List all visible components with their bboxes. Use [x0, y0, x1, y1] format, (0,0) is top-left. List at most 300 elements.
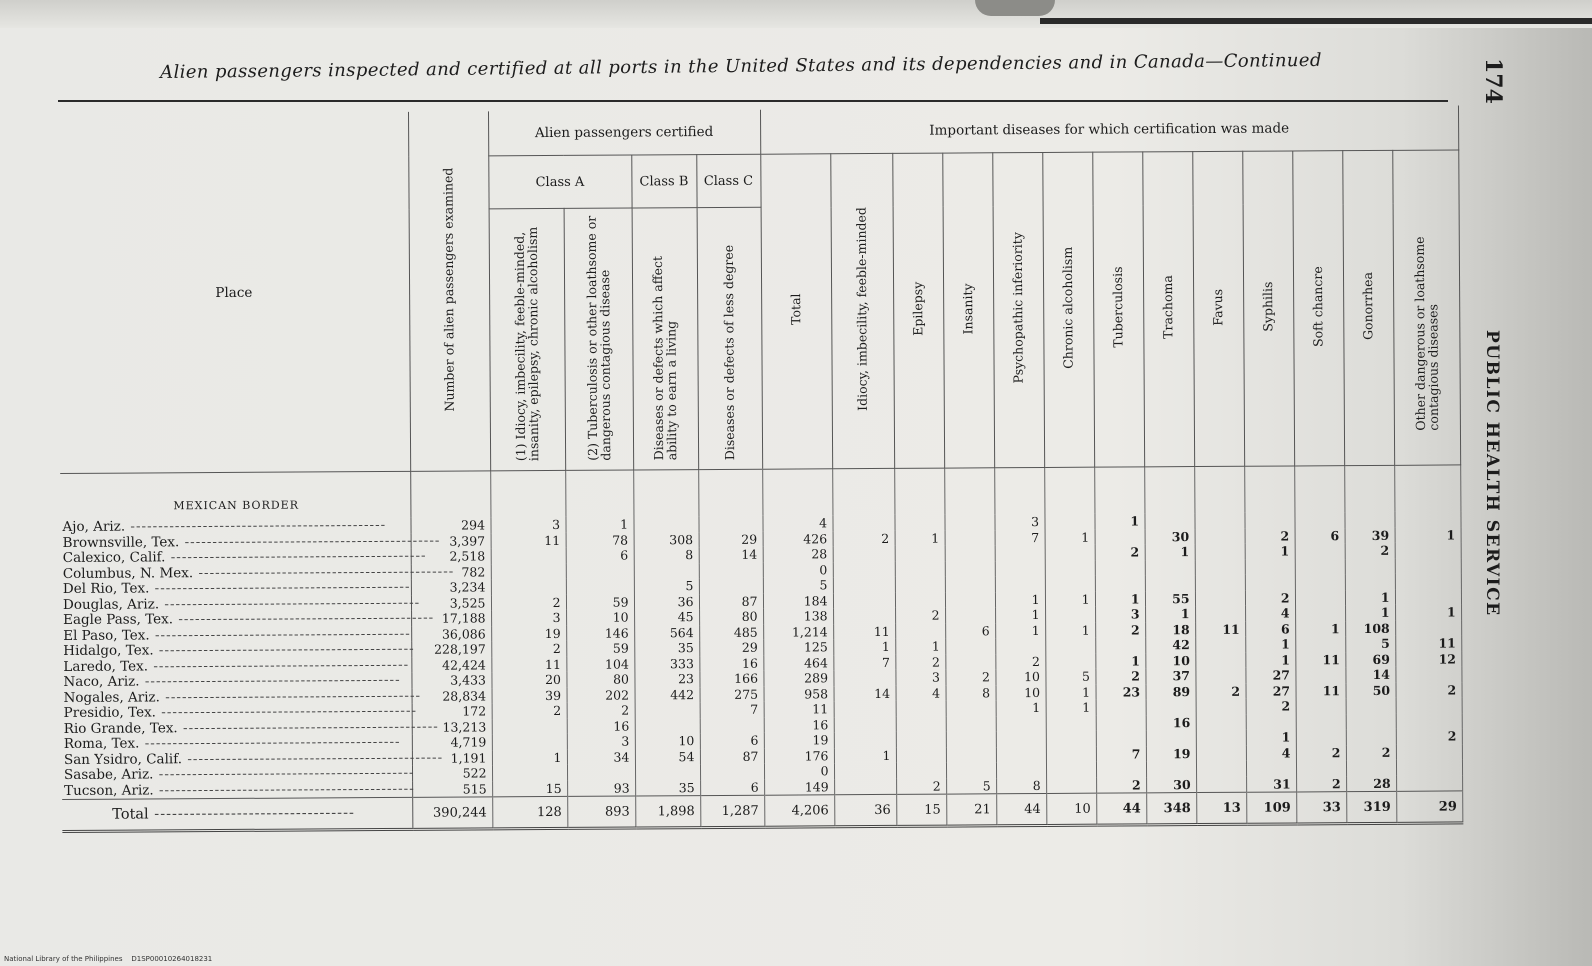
value-cell	[833, 608, 895, 624]
value-cell: 80	[699, 609, 763, 625]
value-cell	[1195, 590, 1245, 606]
value-cell: 464	[763, 655, 833, 671]
header-syphilis: Syphilis	[1242, 151, 1294, 466]
value-cell: 2	[895, 654, 945, 670]
value-cell	[895, 623, 945, 639]
value-cell: 1	[1045, 622, 1095, 638]
value-cell	[1044, 514, 1094, 530]
value-cell: 3,525	[411, 595, 491, 611]
value-cell	[699, 562, 763, 578]
value-cell: 15	[492, 780, 567, 796]
value-cell: 1	[1094, 513, 1144, 529]
value-cell: 16	[699, 655, 763, 671]
value-cell	[895, 577, 945, 593]
value-cell: 36	[834, 794, 896, 826]
place-cell	[62, 780, 415, 799]
value-cell: 4	[762, 515, 832, 531]
value-cell: 35	[635, 780, 700, 796]
value-cell	[1195, 544, 1245, 560]
page-number: 174	[1480, 58, 1506, 104]
value-cell: 6	[566, 547, 634, 563]
value-cell: 10	[995, 669, 1045, 685]
leader-dots: ----------------------------------------------	[159, 594, 421, 613]
value-cell: 3	[490, 517, 565, 533]
value-cell	[832, 515, 894, 531]
value-cell: 1	[996, 700, 1046, 716]
header-alcoholism: Chronic alcoholism	[1042, 152, 1094, 467]
value-cell: 78	[566, 532, 634, 548]
header-psychopathic: Psychopathic inferiority	[992, 152, 1044, 467]
value-cell: 28,834	[412, 688, 492, 704]
value-cell: 10	[996, 684, 1046, 700]
value-cell	[834, 716, 896, 732]
footer-credit: National Library of the Philippines D1SP00010264018231	[4, 955, 213, 963]
value-cell: 80	[566, 671, 634, 687]
value-cell: 2	[492, 703, 567, 719]
value-cell: 176	[764, 748, 834, 764]
value-cell: 42,424	[411, 657, 491, 673]
value-cell	[833, 561, 895, 577]
value-cell	[1295, 559, 1345, 575]
value-cell	[1295, 667, 1345, 683]
value-cell: 44	[996, 793, 1046, 825]
value-cell	[1146, 699, 1196, 715]
value-cell: 2	[945, 669, 995, 685]
value-cell: 5	[946, 778, 996, 794]
value-cell: 35	[634, 640, 699, 656]
value-cell	[635, 718, 700, 734]
place-name: Brownsville, Tex.	[62, 534, 180, 551]
value-cell: 1	[995, 591, 1045, 607]
value-cell: 1	[895, 639, 945, 655]
value-cell: 29	[1396, 791, 1462, 823]
value-cell: 1,287	[700, 795, 764, 827]
value-cell: 104	[566, 656, 634, 672]
value-cell	[1046, 777, 1096, 793]
value-cell	[1096, 730, 1146, 746]
value-cell	[635, 702, 700, 718]
value-cell	[1046, 731, 1096, 747]
value-cell	[1294, 512, 1344, 528]
value-cell: 2	[1095, 668, 1145, 684]
value-cell: 1	[1245, 636, 1295, 652]
leader-dots: ----------------------------------------------	[139, 672, 401, 690]
value-cell: 30	[1146, 777, 1196, 793]
place-name: Nogales, Ariz.	[63, 689, 160, 706]
value-cell: 6	[1245, 621, 1295, 637]
value-cell: 2	[1396, 728, 1462, 744]
value-cell: 485	[699, 624, 763, 640]
value-cell	[1195, 575, 1245, 591]
value-cell: 37	[1145, 668, 1195, 684]
place-name: Calexico, Calif.	[62, 549, 166, 567]
place-name: Total	[112, 805, 149, 823]
place-name: San Ysidro, Calif.	[63, 751, 183, 768]
header-class-c-col: Diseases or defects of less degree	[697, 207, 763, 469]
header-class-b: Class B	[631, 155, 696, 208]
value-cell: 1	[895, 530, 945, 546]
value-cell: 19	[764, 732, 834, 748]
value-cell: 8	[634, 547, 699, 563]
value-cell	[1144, 513, 1194, 529]
value-cell: 3,234	[411, 579, 491, 595]
value-cell: 1	[995, 607, 1045, 623]
value-cell: 5	[634, 578, 699, 594]
value-cell	[633, 516, 698, 532]
value-cell: 5	[763, 577, 833, 593]
value-cell: 34	[567, 749, 635, 765]
place-name: Roma, Tex.	[63, 735, 140, 753]
value-cell	[1396, 759, 1462, 775]
value-cell: 1,191	[412, 750, 492, 766]
value-cell: 2	[1296, 745, 1346, 761]
value-cell: 2	[1296, 776, 1346, 792]
value-cell	[1396, 775, 1462, 791]
value-cell	[566, 578, 634, 594]
value-cell: 202	[567, 687, 635, 703]
value-cell: 2	[1345, 543, 1395, 559]
place-name: Ajo, Ariz.	[62, 518, 126, 536]
value-cell: 2	[567, 702, 635, 718]
value-cell: 18	[1145, 622, 1195, 638]
value-cell: 93	[567, 780, 635, 796]
value-cell	[1095, 637, 1145, 653]
value-cell	[1196, 745, 1246, 761]
value-cell: 0	[764, 763, 834, 779]
value-cell: 7	[1096, 746, 1146, 762]
value-cell	[634, 563, 699, 579]
value-cell: 13	[1196, 792, 1246, 824]
value-cell	[945, 654, 995, 670]
value-cell	[1246, 760, 1296, 776]
value-cell: 1	[995, 622, 1045, 638]
value-cell: 2	[1096, 777, 1146, 793]
value-cell: 28	[1346, 775, 1396, 791]
value-cell: 55	[1145, 591, 1195, 607]
value-cell: 6	[945, 623, 995, 639]
title-rule	[58, 100, 1448, 102]
value-cell: 12	[1395, 651, 1461, 667]
header-soft-chancre: Soft chancre	[1292, 151, 1344, 466]
value-cell: 125	[763, 639, 833, 655]
value-cell: 14	[1345, 667, 1395, 683]
value-cell	[945, 607, 995, 623]
value-cell: 36	[634, 594, 699, 610]
value-cell	[834, 701, 896, 717]
value-cell	[1346, 698, 1396, 714]
leader-dots: ----------------------------------------------	[153, 780, 415, 799]
value-cell: 89	[1146, 684, 1196, 700]
leader-dots: ----------------------------------------------	[149, 625, 411, 644]
value-cell	[1245, 574, 1295, 590]
value-cell	[996, 715, 1046, 731]
value-cell	[1195, 668, 1245, 684]
value-cell: 522	[412, 765, 492, 781]
value-cell: 1	[1345, 605, 1395, 621]
value-cell: 1	[1245, 652, 1295, 668]
header-class-a-1: (1) Idiocy, imbecility, feeble-minded, insanity, epilepsy, chronic alcoholism	[489, 208, 566, 470]
value-cell: 11	[1195, 621, 1245, 637]
value-cell	[1346, 760, 1396, 776]
value-cell: 59	[566, 640, 634, 656]
value-cell: 10	[1145, 653, 1195, 669]
value-cell	[567, 764, 635, 780]
value-cell: 23	[1096, 684, 1146, 700]
value-cell	[1146, 761, 1196, 777]
value-cell: 893	[567, 796, 635, 828]
place-name: Del Rio, Tex.	[62, 580, 150, 598]
value-cell	[896, 732, 946, 748]
value-cell	[700, 717, 764, 733]
value-cell	[1396, 744, 1462, 760]
leader-dots: ----------------------------------------------	[139, 734, 401, 752]
place-name: Tucson, Ariz.	[64, 782, 154, 799]
place-name: Sasabe, Ariz.	[63, 766, 154, 784]
value-cell	[896, 701, 946, 717]
value-cell	[895, 546, 945, 562]
value-cell: 30	[1145, 529, 1195, 545]
value-cell: 1,898	[635, 796, 700, 828]
value-cell	[1045, 576, 1095, 592]
value-cell	[1296, 698, 1346, 714]
value-cell	[1245, 559, 1295, 575]
value-cell: 14	[699, 547, 763, 563]
value-cell: 3	[994, 514, 1044, 530]
value-cell	[1195, 606, 1245, 622]
value-cell: 8	[996, 777, 1046, 793]
value-cell	[833, 546, 895, 562]
value-cell	[995, 560, 1045, 576]
value-cell: 17,188	[411, 610, 491, 626]
value-cell: 33	[1296, 792, 1346, 824]
value-cell	[1045, 560, 1095, 576]
value-cell	[1045, 545, 1095, 561]
value-cell	[1095, 529, 1145, 545]
value-cell	[895, 592, 945, 608]
value-cell: 289	[763, 670, 833, 686]
value-cell: 31	[1246, 776, 1296, 792]
value-cell	[492, 765, 567, 781]
value-cell: 2	[896, 778, 946, 794]
value-cell	[995, 576, 1045, 592]
value-cell: 1	[492, 749, 567, 765]
value-cell: 1	[1045, 591, 1095, 607]
leader-dots: ----------------------------------------------	[153, 765, 415, 783]
value-cell	[1045, 607, 1095, 623]
value-cell	[1395, 620, 1461, 636]
place-name: Hidalgo, Tex.	[63, 642, 154, 660]
value-cell: 2	[1196, 683, 1246, 699]
value-cell	[833, 592, 895, 608]
header-gonorrhea: Gonorrhea	[1342, 150, 1394, 465]
value-cell	[945, 638, 995, 654]
value-cell	[1194, 513, 1244, 529]
value-cell: 1	[1095, 591, 1145, 607]
value-cell: 319	[1346, 791, 1396, 823]
value-cell: 1	[1046, 684, 1096, 700]
value-cell	[1295, 543, 1345, 559]
value-cell	[1394, 511, 1460, 527]
value-cell: 2	[1396, 682, 1462, 698]
place-name: Naco, Ariz.	[63, 673, 140, 691]
table-title: Alien passengers inspected and certified at all ports in the United States and its dependencies and in Canada—Continued	[160, 49, 1322, 83]
value-cell	[1196, 776, 1246, 792]
value-cell	[1195, 559, 1245, 575]
value-cell: 11	[764, 701, 834, 717]
value-cell	[1196, 761, 1246, 777]
value-cell: 11	[491, 656, 566, 672]
value-cell: 2,518	[411, 548, 491, 564]
value-cell: 8	[946, 685, 996, 701]
value-cell	[1046, 715, 1096, 731]
value-cell: 87	[699, 593, 763, 609]
value-cell: 50	[1346, 682, 1396, 698]
value-cell: 3	[895, 670, 945, 686]
header-epilepsy: Epilepsy	[892, 153, 944, 468]
value-cell: 16	[1146, 715, 1196, 731]
value-cell: 958	[764, 686, 834, 702]
header-class-b-col: Diseases or defects which affect ability to earn a living	[632, 208, 699, 470]
value-cell: 166	[699, 671, 763, 687]
leader-dots: ----------------------------------------------	[153, 641, 415, 659]
value-cell	[946, 747, 996, 763]
leader-dots: ----------------------------------------------	[173, 609, 435, 628]
value-cell: 3	[1095, 606, 1145, 622]
value-cell: 13,213	[412, 719, 492, 735]
value-cell: 109	[1246, 792, 1296, 824]
value-cell	[946, 731, 996, 747]
value-cell: 10	[1046, 793, 1096, 825]
value-cell: 2	[1095, 622, 1145, 638]
value-cell	[492, 734, 567, 750]
value-cell	[944, 514, 994, 530]
value-cell	[945, 545, 995, 561]
value-cell: 2	[833, 530, 895, 546]
value-cell: 6	[1295, 528, 1345, 544]
header-insanity: Insanity	[942, 153, 994, 468]
value-cell	[996, 746, 1046, 762]
value-cell	[1296, 760, 1346, 776]
place-name: Laredo, Tex.	[63, 658, 149, 675]
value-cell: 308	[634, 532, 699, 548]
value-cell: 2	[1245, 590, 1295, 606]
value-cell	[1395, 558, 1461, 574]
value-cell	[895, 561, 945, 577]
value-cell	[491, 579, 566, 595]
value-cell	[1395, 666, 1461, 682]
value-cell: 5	[1045, 669, 1095, 685]
value-cell: 7	[700, 702, 764, 718]
header-class-c: Class C	[696, 154, 760, 207]
value-cell	[1146, 730, 1196, 746]
page-clip-shadow	[975, 0, 1055, 16]
value-cell	[996, 731, 1046, 747]
value-cell: 1	[1345, 589, 1395, 605]
leader-dots: ----------------------------------------------	[165, 548, 427, 566]
value-cell: 390,244	[412, 797, 492, 829]
value-cell	[1046, 746, 1096, 762]
value-cell	[996, 762, 1046, 778]
value-cell	[896, 716, 946, 732]
value-cell: 23	[634, 671, 699, 687]
leader-dots: ----------------------------------------------	[147, 656, 410, 675]
value-cell: 228,197	[411, 641, 491, 657]
value-cell: 1	[1295, 621, 1345, 637]
value-cell	[492, 718, 567, 734]
value-cell	[1145, 575, 1195, 591]
value-cell: 45	[634, 609, 699, 625]
value-cell	[1345, 574, 1395, 590]
value-cell	[833, 577, 895, 593]
value-cell	[1295, 590, 1345, 606]
value-cell	[698, 516, 762, 532]
value-cell: 3,433	[411, 672, 491, 688]
value-cell	[995, 545, 1045, 561]
value-cell: 11	[491, 532, 566, 548]
value-cell	[1145, 560, 1195, 576]
value-cell: 4,719	[412, 734, 492, 750]
section-label: MEXICAN BORDER	[60, 471, 410, 520]
place-cell	[62, 797, 412, 831]
value-cell: 2	[1095, 544, 1145, 560]
value-cell	[896, 747, 946, 763]
value-cell: 4,206	[764, 795, 834, 827]
value-cell	[1295, 605, 1345, 621]
value-cell: 149	[764, 779, 834, 795]
value-cell	[946, 700, 996, 716]
value-cell: 4	[1246, 745, 1296, 761]
value-cell: 16	[567, 718, 635, 734]
value-cell: 27	[1246, 683, 1296, 699]
header-other-diseases: Other dangerous or loathsome contagious diseases	[1392, 150, 1460, 465]
value-cell	[566, 563, 634, 579]
value-cell: 1	[1145, 606, 1195, 622]
value-cell: 4	[896, 685, 946, 701]
value-cell: 128	[492, 796, 567, 828]
value-cell: 42	[1145, 637, 1195, 653]
header-tuberculosis: Tuberculosis	[1092, 152, 1144, 467]
value-cell	[1295, 574, 1345, 590]
value-cell: 1	[565, 516, 633, 532]
value-cell	[1195, 528, 1245, 544]
leader-dots: ----------------------------------------------	[193, 563, 455, 581]
value-cell: 54	[635, 749, 700, 765]
value-cell	[700, 764, 764, 780]
value-cell: 59	[566, 594, 634, 610]
value-cell: 442	[635, 687, 700, 703]
value-cell	[834, 732, 896, 748]
value-cell	[1095, 560, 1145, 576]
place-name: Presidio, Tex.	[63, 704, 157, 722]
value-cell	[1344, 512, 1394, 528]
value-cell	[491, 548, 566, 564]
value-cell: 6	[700, 779, 764, 795]
leader-dots: ----------------------------------------------	[149, 579, 411, 597]
header-trachoma: Trachoma	[1142, 152, 1194, 467]
value-cell: 1	[1145, 544, 1195, 560]
value-cell: 1,214	[763, 624, 833, 640]
value-cell: 6	[700, 733, 764, 749]
table-header	[58, 105, 1460, 473]
value-cell	[635, 764, 700, 780]
value-cell	[946, 762, 996, 778]
header-place: Place	[58, 112, 410, 474]
value-cell	[1196, 699, 1246, 715]
value-cell: 11	[1295, 652, 1345, 668]
value-cell: 1	[1245, 543, 1295, 559]
value-cell	[945, 576, 995, 592]
value-cell: 14	[834, 685, 896, 701]
